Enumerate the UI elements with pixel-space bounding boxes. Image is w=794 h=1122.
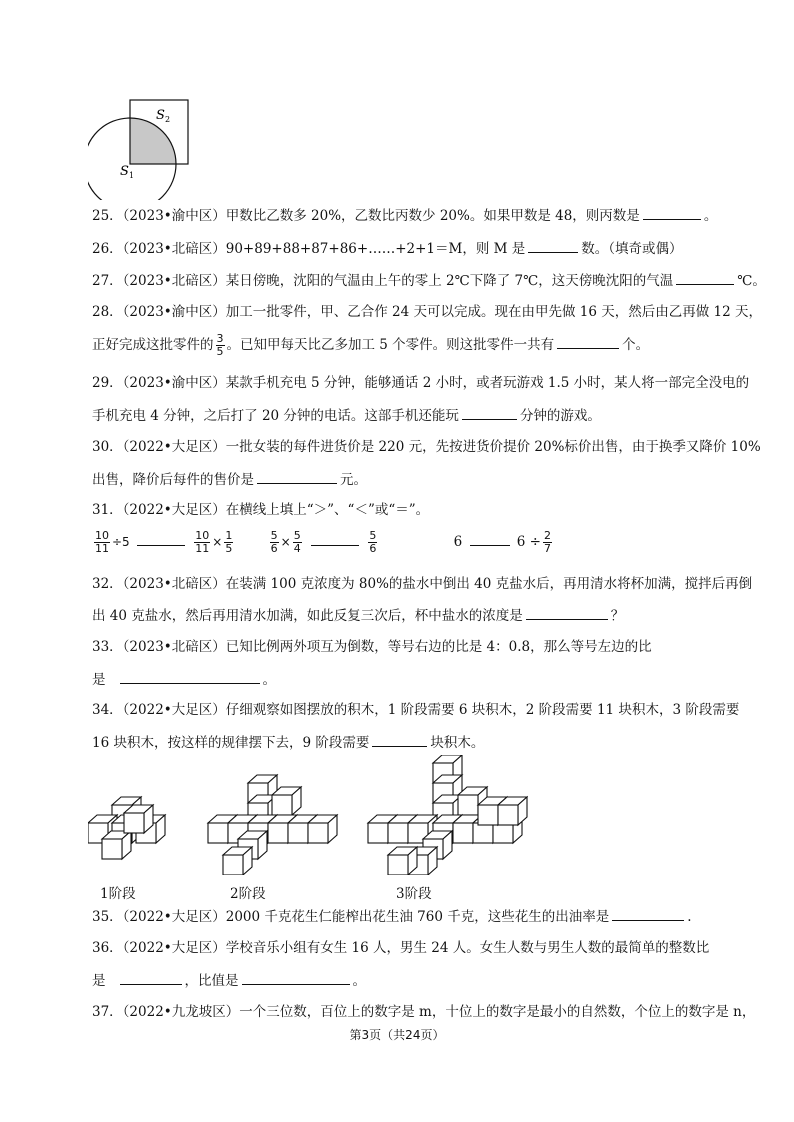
answer-blank[interactable] xyxy=(528,238,578,253)
answer-blank[interactable] xyxy=(120,970,182,985)
question-34-line1: 34．（2022•大足区）仔细观察如图摆放的积木，1 阶段需要 6 块积木，2 阶段需要 11 块积木，3 阶段需要 xyxy=(92,702,740,718)
answer-blank[interactable] xyxy=(557,334,619,349)
question-26: 26．（2023•北碚区）90+89+88+87+86+……+2+1＝M，则 M 是 数。（填奇或偶） xyxy=(92,238,682,259)
block-cube-front xyxy=(388,823,408,843)
stage-3-label: 3阶段 xyxy=(396,886,432,902)
question-27: 27．（2023•北碚区）某日傍晚，沈阳的气温由上午的零上 2℃下降了 7℃，这天傍晚沈阳的气温 ℃。 xyxy=(92,270,766,291)
answer-blank[interactable] xyxy=(643,205,701,220)
question-29-line1: 29．（2023•渝中区）某款手机充电 5 分钟，能够通话 2 小时，或者玩游戏 1.5 小时，某人将一部完全没电的 xyxy=(92,375,750,391)
block-cube-front xyxy=(388,855,408,875)
block-cube-front xyxy=(473,823,493,843)
answer-blank[interactable] xyxy=(372,732,427,747)
block-cube-front xyxy=(308,823,328,843)
circle-square-figure xyxy=(88,95,198,200)
answer-blank[interactable] xyxy=(470,531,510,546)
block-cube-front xyxy=(368,823,388,843)
answer-blank[interactable] xyxy=(612,906,684,921)
block-cube-front xyxy=(124,813,144,833)
question-30-line1: 30．（2022•大足区）一批女装的每件进货价是 220 元，先按进货价提价 20%标价出售，由于换季又降价 10% xyxy=(92,439,761,455)
question-36-line2: 是 ，比值是 。 xyxy=(92,970,366,991)
question-30-line2: 出售，降价后每件的售价是 元。 xyxy=(92,469,367,490)
question-34-line2: 16 块积木，按这样的规律摆下去，9 阶段需要 块积木。 xyxy=(92,732,484,753)
answer-blank[interactable] xyxy=(137,531,185,546)
expr-1: $\frac{10}{11}$ ÷5 $\frac{10}{11}$ × $\frac{1}{5}$ xyxy=(95,529,233,555)
stage-2-label: 2阶段 xyxy=(230,886,266,902)
answer-blank[interactable] xyxy=(242,970,350,985)
question-32-line2: 出 40 克盐水，然后再用清水加满，如此反复三次后，杯中盐水的浓度是 ？ xyxy=(92,605,624,626)
page-footer: 第3页（共24页） xyxy=(349,1028,445,1042)
question-33-line2: 是 。 xyxy=(92,669,276,690)
fraction: $\frac{3}{5}$ xyxy=(216,332,224,358)
question-36-line1: 36．（2022•大足区）学校音乐小组有女生 16 人，男生 24 人。女生人数与男生人数的最简单的整数比 xyxy=(92,940,710,956)
block-cube-front xyxy=(268,823,288,843)
s2-label: S xyxy=(156,108,165,123)
question-37-line1: 37．（2022•九龙坡区）一个三位数，百位上的数字是 m，十位上的数字是最小的自然数，个位上的数字是 n， xyxy=(92,1004,756,1020)
question-35: 35．（2022•大足区）2000 千克花生仁能榨出花生油 760 千克，这些花生的出油率是 . xyxy=(92,906,692,927)
svg-text:2: 2 xyxy=(165,115,171,124)
question-28-line1: 28．（2023•渝中区）加工一批零件，甲、乙合作 24 天可以完成。现在由甲先做 16 天，然后由乙再做 12 天， xyxy=(92,304,763,320)
answer-blank[interactable] xyxy=(462,405,517,420)
block-stages-figure xyxy=(88,755,528,875)
question-31-line1: 31．（2022•大足区）在横线上填上“＞”、“＜”或“＝”。 xyxy=(92,502,430,518)
question-25: 25．（2023•渝中区）甲数比乙数多 20%，乙数比丙数少 20%。如果甲数是 48，则丙数是 。 xyxy=(92,205,717,226)
block-cube-front xyxy=(478,805,498,825)
answer-blank[interactable] xyxy=(676,270,734,285)
block-cube-front xyxy=(288,823,308,843)
s1-label: S xyxy=(120,164,129,179)
answer-blank[interactable] xyxy=(257,469,337,484)
block-cube-front xyxy=(272,795,292,815)
block-cube-front xyxy=(493,823,513,843)
block-cube-front xyxy=(102,839,122,859)
question-29-line2: 手机充电 4 分钟，之后打了 20 分钟的电话。这部手机还能玩 分钟的游戏。 xyxy=(92,405,601,426)
expr-2: $\frac{5}{6}$ × $\frac{5}{4}$ $\frac{5}{6}$ xyxy=(270,529,377,555)
question-32-line1: 32．（2023•北碚区）在装满 100 克浓度为 80%的盐水中倒出 40 克盐水后，再用清水将杯加满，搅拌后再倒 xyxy=(92,576,753,592)
block-cube-front xyxy=(498,805,518,825)
svg-text:1: 1 xyxy=(129,171,135,180)
answer-blank[interactable] xyxy=(311,531,359,546)
block-cube-front xyxy=(223,855,243,875)
expr-3: 6 6 ÷ $\frac{2}{7}$ xyxy=(453,529,551,555)
question-31-expressions xyxy=(92,530,554,566)
block-cube-front xyxy=(208,823,228,843)
question-28-line2: 正好完成这批零件的 $\frac{3}{5}$ 。已知甲每天比乙多加工 5 个零件。则这批零件一共有 个。 xyxy=(92,332,650,358)
stage-1-label: 1阶段 xyxy=(100,886,136,902)
answer-blank[interactable] xyxy=(526,605,608,620)
block-cube-front xyxy=(453,823,473,843)
answer-blank[interactable] xyxy=(120,669,260,684)
block-cube-front xyxy=(458,795,478,815)
question-33-line1: 33．（2023•北碚区）已知比例两外项互为倒数，等号右边的比是 4：0.8，那么等号左边的比 xyxy=(92,639,652,655)
